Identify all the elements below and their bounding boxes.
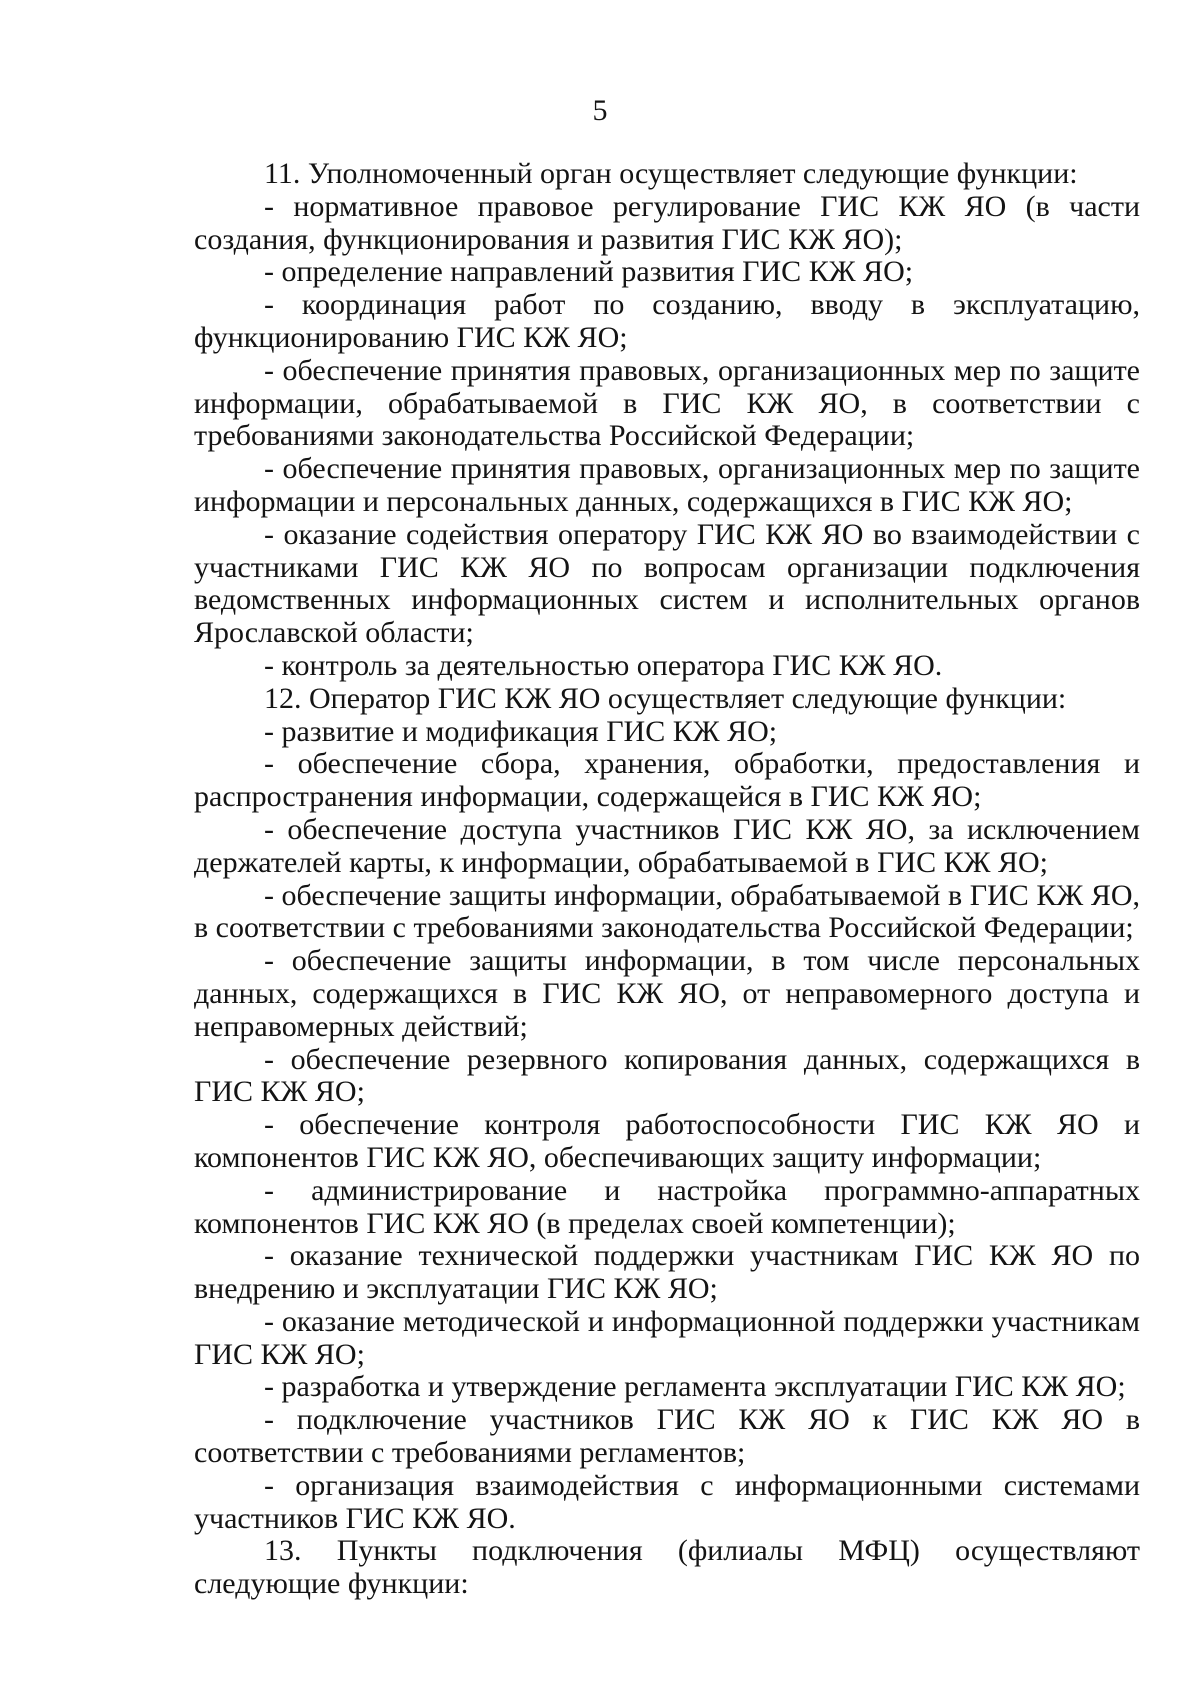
section-12-heading: 12. Оператор ГИС КЖ ЯО осуществляет следующие функции: <box>264 681 1067 715</box>
section-13-heading: 13. Пункты подключения (филиалы МФЦ) осуществляют следующие функции: <box>194 1534 1140 1601</box>
list-item: - координация работ по созданию, вводу в эксплуатацию, функционированию ГИС КЖ ЯО; <box>194 288 1140 354</box>
list-item: - развитие и модификация ГИС КЖ ЯО; <box>264 714 778 748</box>
list-item: - обеспечение защиты информации, обрабатываемой в ГИС КЖ ЯО, в соответствии с требованиями законодательства Российской Федерации; <box>194 878 1140 945</box>
list-item: - контроль за деятельностью оператора ГИС КЖ ЯО. <box>264 648 943 682</box>
list-item: - оказание содействия оператору ГИС КЖ ЯО во взаимодействии с участниками ГИС КЖ ЯО по вопросам организации подключения ведомственных информационных систем и исполнительных органов Ярославской области; <box>194 517 1140 650</box>
list-item: - оказание методической и информационной поддержки участникам ГИС КЖ ЯО; <box>194 1304 1140 1371</box>
list-item: - обеспечение сбора, хранения, обработки, предоставления и распространения информации, содержащейся в ГИС КЖ ЯО; <box>194 747 1140 814</box>
section-11-heading: 11. Уполномоченный орган осуществляет следующие функции: <box>264 157 1078 190</box>
list-item: - обеспечение контроля работоспособности ГИС КЖ ЯО и компонентов ГИС КЖ ЯО, обеспечивающих защиту информации; <box>194 1108 1140 1174</box>
list-item: - обеспечение защиты информации, в том числе персональных данных, содержащихся в ГИС КЖ ЯО, от неправомерного доступа и неправомерных действий; <box>194 944 1140 1043</box>
list-item: - организация взаимодействия с информационными системами участников ГИС КЖ ЯО. <box>194 1468 1140 1535</box>
list-item: - подключение участников ГИС КЖ ЯО к ГИС КЖ ЯО в соответствии с требованиями регламентов; <box>194 1403 1140 1470</box>
list-item: - обеспечение принятия правовых, организационных мер по защите информации, обрабатываемой в ГИС КЖ ЯО, в соответствии с требованиями законодательства Российской Федерации; <box>194 353 1140 453</box>
list-item: - обеспечение принятия правовых, организационных мер по защите информации и персональных данных, содержащихся в ГИС КЖ ЯО; <box>194 452 1140 518</box>
list-item: - администрирование и настройка программно-аппаратных компонентов ГИС КЖ ЯО (в пределах своей компетенции); <box>194 1173 1140 1240</box>
list-item: - определение направлений развития ГИС КЖ ЯО; <box>264 255 914 289</box>
list-item: - обеспечение резервного копирования данных, содержащихся в ГИС КЖ ЯО; <box>194 1042 1140 1109</box>
document-body <box>194 158 1140 1601</box>
list-item: - обеспечение доступа участников ГИС КЖ ЯО, за исключением держателей карты, к информации, обрабатываемой в ГИС КЖ ЯО; <box>194 812 1140 879</box>
list-item: - разработка и утверждение регламента эксплуатации ГИС КЖ ЯО; <box>264 1370 1126 1404</box>
page-number: 5 <box>592 94 608 127</box>
list-item: - нормативное правовое регулирование ГИС КЖ ЯО (в части создания, функционирования и развития ГИС КЖ ЯО); <box>194 189 1140 256</box>
list-item: - оказание технической поддержки участникам ГИС КЖ ЯО по внедрению и эксплуатации ГИС КЖ ЯО; <box>194 1239 1140 1306</box>
